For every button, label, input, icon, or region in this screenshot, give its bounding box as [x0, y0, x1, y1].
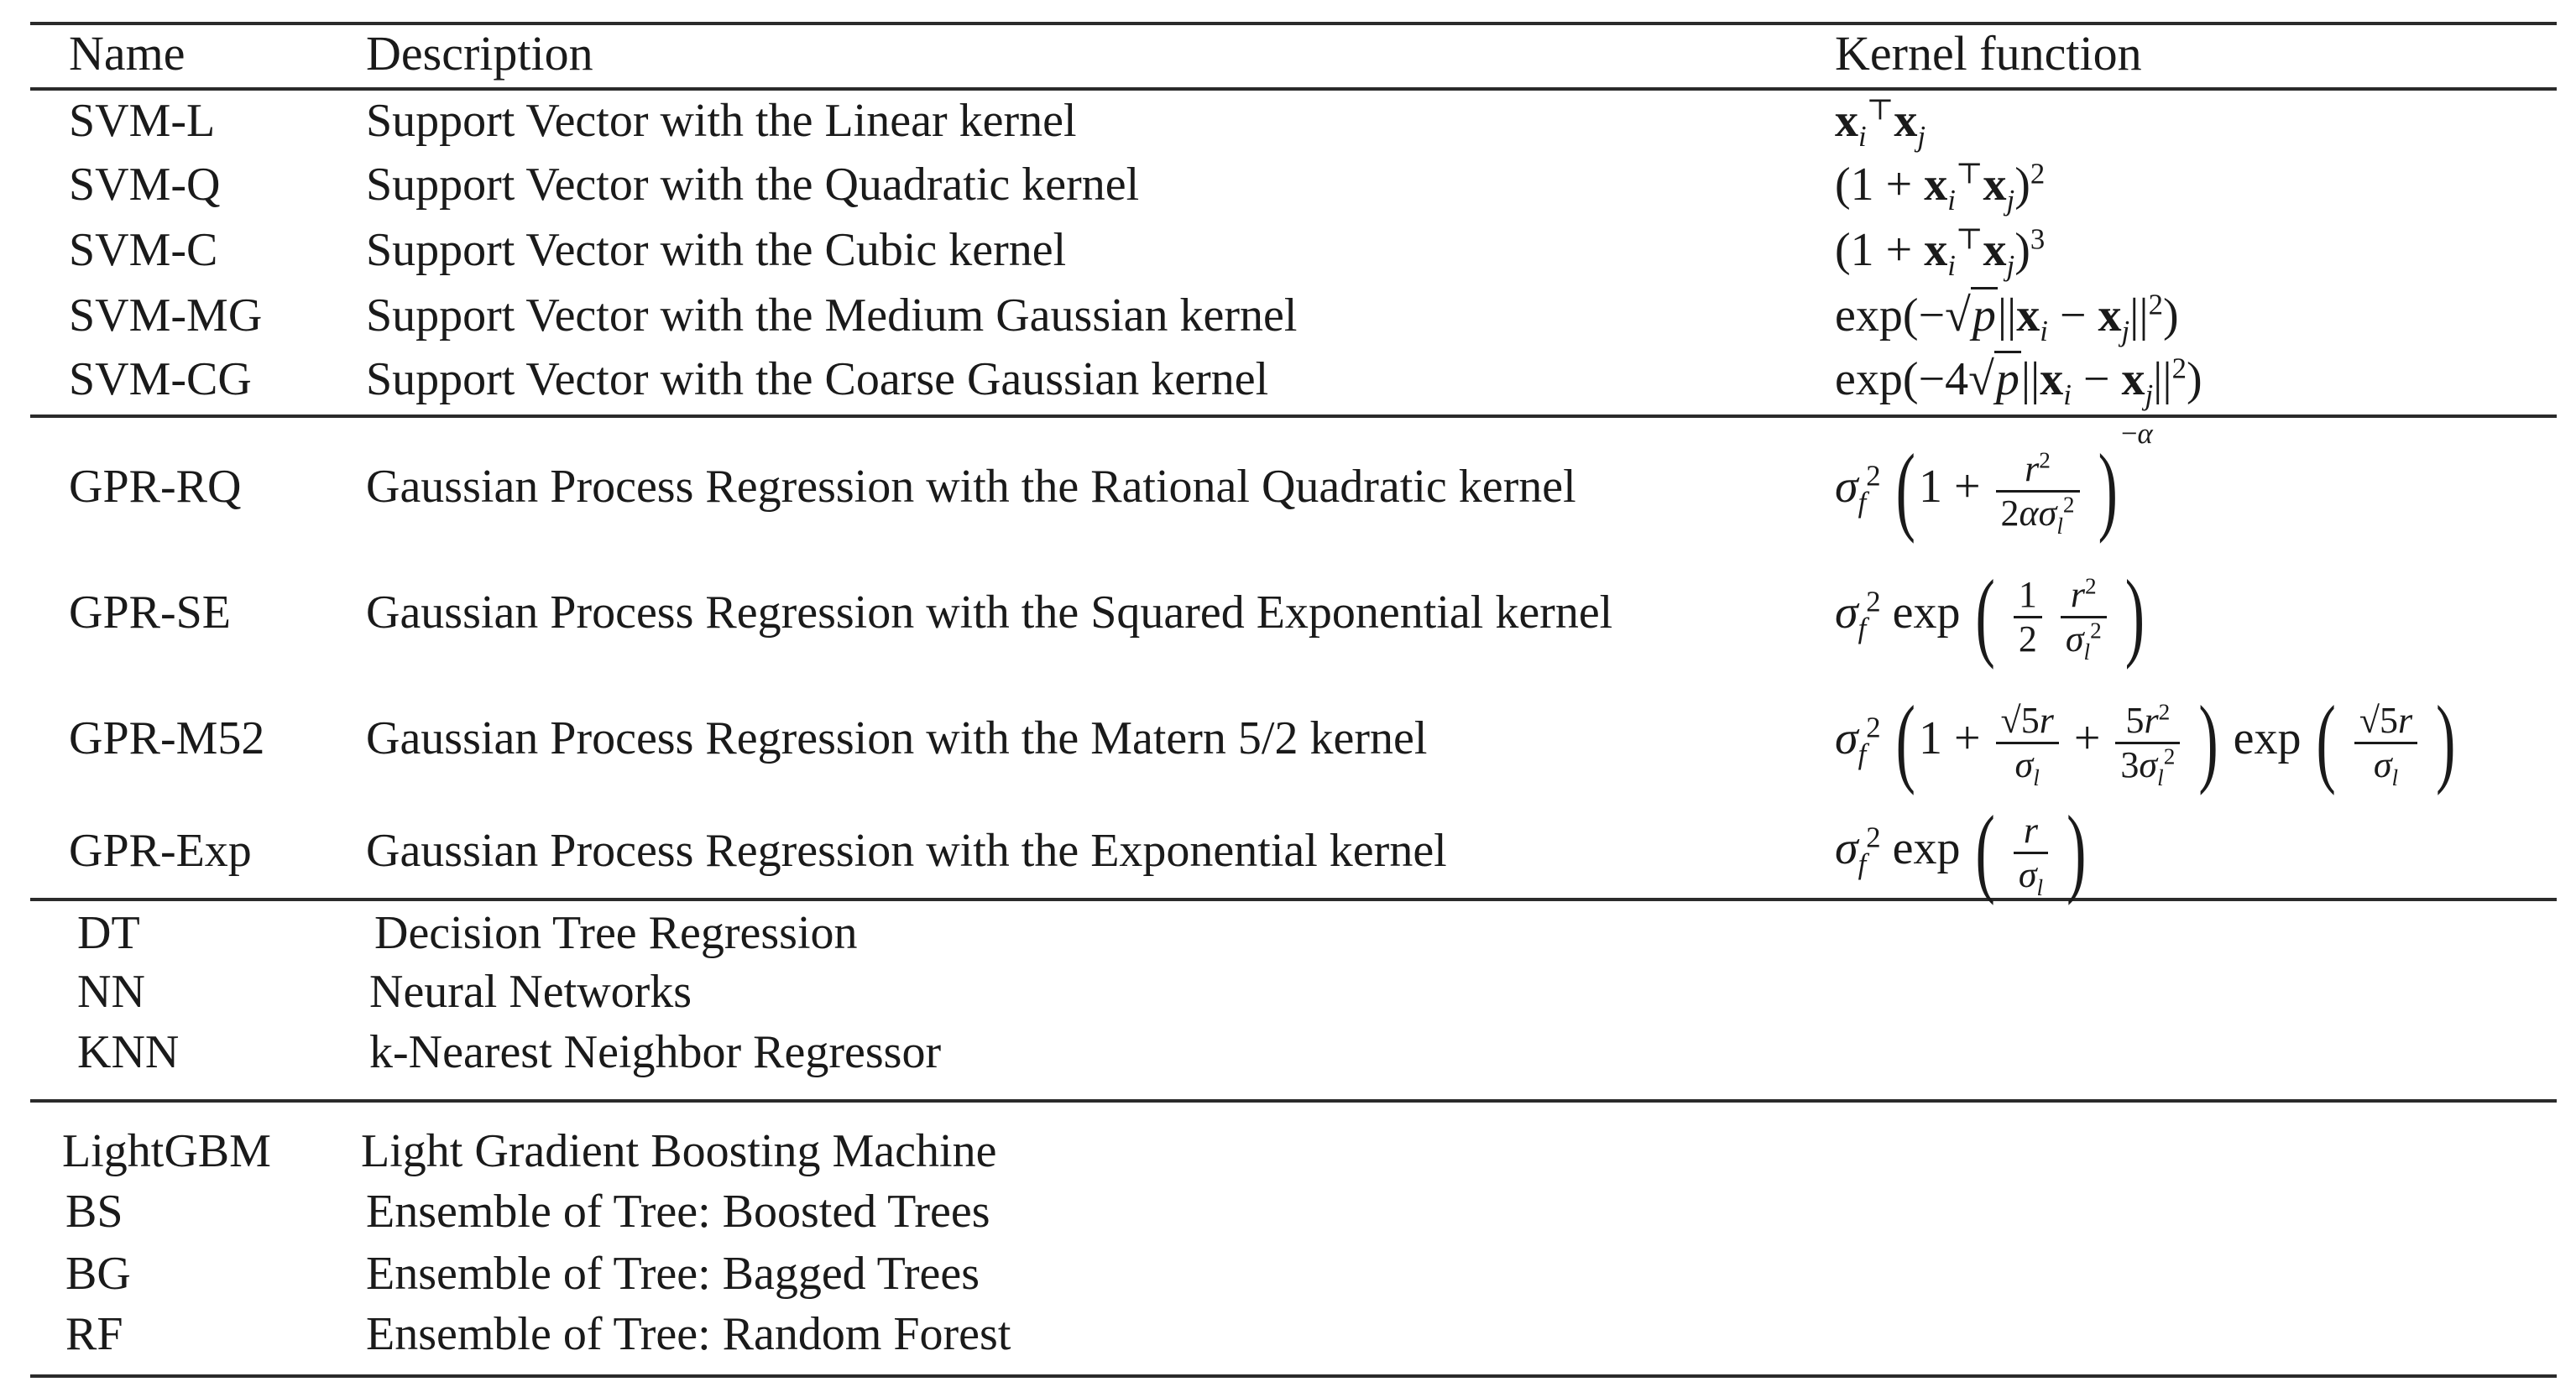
row-name: SVM-MG	[69, 289, 263, 342]
row-description: Support Vector with the Cubic kernel	[366, 224, 1067, 276]
header-description: Description	[366, 26, 593, 81]
row-description: Support Vector with the Linear kernel	[366, 95, 1077, 147]
row-description: Gaussian Process Regression with the Matern 5/2 kernel	[366, 712, 1428, 764]
rule-gpr-end	[30, 898, 2557, 901]
row-name: KNN	[77, 1026, 180, 1078]
row-description: Neural Networks	[369, 966, 692, 1018]
row-name: GPR-Exp	[69, 825, 252, 877]
kernel-formula: $\sigma_f^2$ (1 + $\frac{r^2}{2\alpha\sigma_l^2}$ )$^{-\alpha}$	[1835, 417, 2153, 545]
row-description: Gaussian Process Regression with the Rational Quadratic kernel	[366, 461, 1576, 513]
header-kernel-function: Kernel function	[1835, 26, 2142, 81]
row-name: DT	[77, 907, 140, 959]
row-name: BG	[65, 1248, 131, 1300]
row-name: SVM-C	[69, 224, 218, 276]
kernel-formula: $\sigma_f^2$ exp ( $\frac{r}{\sigma_l}$ )	[1835, 796, 2087, 907]
row-description: Ensemble of Tree: Bagged Trees	[366, 1248, 980, 1300]
row-name: SVM-CG	[69, 353, 252, 405]
row-description: Light Gradient Boosting Machine	[361, 1125, 997, 1177]
kernel-formula: $(1 + x_i^⊤x_j)^2$	[1835, 157, 2046, 217]
row-name: SVM-Q	[69, 159, 221, 211]
kernel-formula: $\exp(-4√p||x_i - x_j||^2)$	[1835, 352, 2202, 412]
row-description: Support Vector with the Medium Gaussian kernel	[366, 289, 1298, 342]
row-description: Gaussian Process Regression with the Squared Exponential kernel	[366, 587, 1613, 639]
rule-svm-end	[30, 415, 2557, 418]
row-name: LightGBM	[62, 1125, 271, 1177]
rule-bottom	[30, 1374, 2557, 1378]
row-name: NN	[77, 966, 145, 1018]
row-name: GPR-M52	[69, 712, 265, 764]
rule-misc-end	[30, 1099, 2557, 1103]
row-description: Ensemble of Tree: Random Forest	[366, 1308, 1011, 1360]
kernel-formula: $(1 + x_i^⊤x_j)^3$	[1835, 222, 2046, 283]
row-name: SVM-L	[69, 95, 216, 147]
row-description: k-Nearest Neighbor Regressor	[369, 1026, 942, 1078]
row-name: RF	[65, 1308, 123, 1360]
row-description: Support Vector with the Coarse Gaussian kernel	[366, 353, 1269, 405]
kernel-formula: $\exp(-√p||x_i - x_j||^2)$	[1835, 288, 2179, 348]
row-name: BS	[65, 1186, 123, 1238]
header-name: Name	[69, 26, 185, 81]
kernel-formula: $x_i^⊤x_j$	[1835, 93, 1925, 154]
row-name: GPR-RQ	[69, 461, 242, 513]
kernel-formula: $\sigma_f^2$ exp ( $\frac{1}{2}$ $\frac{r^2}{\sigma_l^2}$ )	[1835, 561, 2145, 671]
row-description: Gaussian Process Regression with the Exponential kernel	[366, 825, 1447, 877]
row-name: GPR-SE	[69, 587, 231, 639]
rule-header	[30, 87, 2557, 91]
kernel-formula: $\sigma_f^2$ (1 + $\frac{√5r}{\sigma_l}$ + $\frac{5r^2}{3\sigma_l^2}$ ) exp ( $\frac{√5r}{\sigma_l}$ )	[1835, 686, 2456, 797]
row-description: Decision Tree Regression	[374, 907, 858, 959]
row-description: Support Vector with the Quadratic kernel	[366, 159, 1140, 211]
row-description: Ensemble of Tree: Boosted Trees	[366, 1186, 990, 1238]
